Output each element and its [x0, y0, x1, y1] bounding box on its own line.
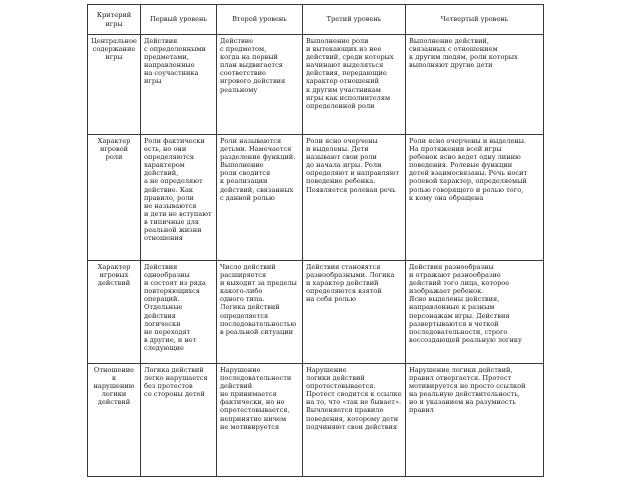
header-level-2: Второй уровень	[217, 5, 303, 35]
table-cell: Число действий расширяется и выходит за пределы какого-либо одного типа. Логика действий определяется последовательностью в реальной ситуации	[217, 261, 303, 364]
row-criterion: Отношение к нарушению логики действий	[88, 364, 141, 477]
table-cell: Нарушение последовательности действий не принимается фактически, но не опротестовывается, непринятие ничем не мотивируется	[217, 364, 303, 477]
table-row	[88, 135, 544, 261]
table-cell: Действие с предметом, когда на первый план выдвигается соответствие игрового действия реальному	[217, 35, 303, 135]
table-cell: Действия однообразны и состоят из ряда повторяющихся операций. Отдельные действия логически не переходят в другие, и нет следующие	[141, 261, 217, 364]
table-cell: Действия с определенными предметами, направленные на соучастника игры	[141, 35, 217, 135]
table-cell: Логика действий легко нарушается без протестов со стороны детей	[141, 364, 217, 477]
table-row	[88, 261, 544, 364]
header-level-1: Первый уровень	[141, 5, 217, 35]
row-criterion: Характер игровых действий	[88, 261, 141, 364]
table-row	[88, 35, 544, 135]
header-criterion: Критерий игры	[88, 5, 141, 35]
table-cell: Роли ясно очерчены и выделены. На протяжении всей игры ребенок ясно ведет одну линию поведения. Ролевые функции детей взаимосвязаны. Речь носит ролевой характер, определяемый ролью говорящего и ролью того, к кому она обращена	[406, 135, 544, 261]
table-cell: Нарушение логики действий опротестовывается. Протест сводится к ссылке на то, что «так не бывает». Вычленяется правило поведения, которому дети подчиняют свои действия	[303, 364, 406, 477]
header-level-3: Третий уровень	[303, 5, 406, 35]
play-levels-table	[87, 4, 544, 477]
row-criterion: Центральное содержание игры	[88, 35, 141, 135]
table-cell: Выполнение роли и вытекающих из нее действий, среди которых начинают выделяться действия, передающие характер отношений к другим участникам игры как исполнителям определенной роли	[303, 35, 406, 135]
table-cell: Действия разнообразны и отражают разнообразие действий того лица, которое изображает ребенок. Ясно выделены действия, направленные к разным персонажам игры. Действия развертываются в четкой последовательности, строго воссоздающей реальную логику	[406, 261, 544, 364]
header-row	[88, 5, 544, 35]
table-cell: Роли называются детьми. Намечается разделение функций. Выполнение роли сводится к реализации действий, связанных с данной ролью	[217, 135, 303, 261]
table-cell: Действия становятся разнообразными. Логика и характер действий определяются взятой на себя ролью	[303, 261, 406, 364]
table-cell: Нарушение логики действий, правил отвергается. Протест мотивируется не просто ссылкой на реальную действительность, но и указанием на разумность правил	[406, 364, 544, 477]
table-row	[88, 364, 544, 477]
table-cell: Роли фактически есть, но они определяются характером действий, а не определяют действие. Как правило, роли не называются и дети не вступают в типичные для реальной жизни отношения	[141, 135, 217, 261]
header-level-4: Четвертый уровень	[406, 5, 544, 35]
table-cell: Роли ясно очерчены и выделены. Дети называют свои роли до начала игры. Роли определяют и направляют поведение ребенка. Появляется ролевая речь	[303, 135, 406, 261]
table-cell: Выполнение действий, связанных с отношением к другим людям, роли которых выполняют другие дети	[406, 35, 544, 135]
row-criterion: Характер игровой роли	[88, 135, 141, 261]
